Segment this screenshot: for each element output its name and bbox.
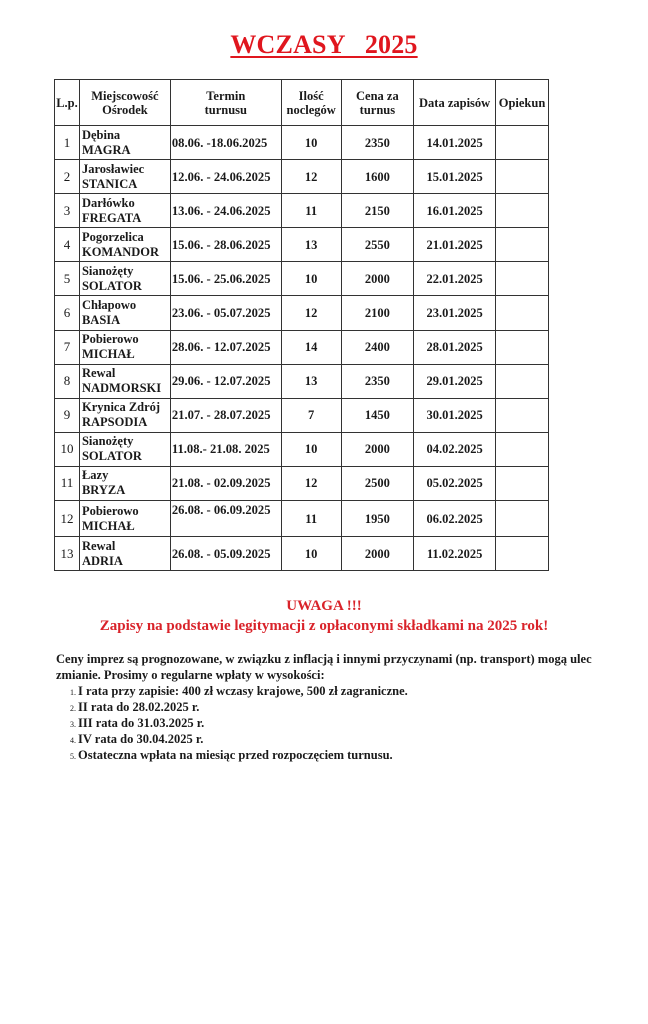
cell-guardian[interactable] bbox=[496, 501, 549, 537]
cell-signup-date: 21.01.2025 bbox=[414, 228, 496, 262]
cell-town: Dębina bbox=[81, 127, 121, 142]
header-price-line1: Cena za bbox=[356, 88, 399, 103]
cell-guardian[interactable] bbox=[496, 262, 549, 296]
cell-signup-date: 15.01.2025 bbox=[414, 160, 496, 194]
cell-signup-date: 29.01.2025 bbox=[414, 364, 496, 398]
cell-signup-date: 28.01.2025 bbox=[414, 330, 496, 364]
cell-lp: 5 bbox=[55, 262, 80, 296]
cell-signup-date: 11.02.2025 bbox=[414, 537, 496, 571]
cell-lp: 11 bbox=[55, 466, 80, 500]
cell-town: Łazy bbox=[81, 468, 109, 483]
cell-nights: 10 bbox=[281, 262, 341, 296]
header-place-line2: Ośrodek bbox=[102, 102, 148, 117]
cell-place bbox=[79, 126, 170, 160]
header-signup-label: Data zapisów bbox=[419, 95, 491, 110]
cell-town: Pobierowo bbox=[81, 503, 139, 518]
header-term bbox=[170, 80, 281, 126]
table-row bbox=[55, 364, 549, 398]
cell-resort: STANICA bbox=[81, 176, 138, 191]
cell-guardian[interactable] bbox=[496, 228, 549, 262]
cell-guardian[interactable] bbox=[496, 466, 549, 500]
cell-price: 2350 bbox=[341, 364, 414, 398]
table-row bbox=[55, 262, 549, 296]
cell-town: Krynica Zdrój bbox=[81, 400, 161, 415]
header-place-line1: Miejscowość bbox=[91, 88, 159, 103]
cell-term: 21.07. - 28.07.2025 bbox=[170, 398, 281, 432]
cell-guardian[interactable] bbox=[496, 364, 549, 398]
table-row bbox=[55, 398, 549, 432]
cell-lp: 1 bbox=[55, 126, 80, 160]
cell-guardian[interactable] bbox=[496, 296, 549, 330]
cell-lp: 2 bbox=[55, 160, 80, 194]
installment-item: 5. Ostateczna wpłata na miesiąc przed rozpoczęciem turnusu. bbox=[78, 747, 596, 763]
cell-signup-date: 04.02.2025 bbox=[414, 432, 496, 466]
cell-guardian[interactable] bbox=[496, 330, 549, 364]
cell-guardian[interactable] bbox=[496, 432, 549, 466]
cell-nights: 10 bbox=[281, 537, 341, 571]
cell-place bbox=[79, 501, 170, 537]
cell-lp: 9 bbox=[55, 398, 80, 432]
cell-town: Pogorzelica bbox=[81, 229, 144, 244]
cell-term: 26.08. - 05.09.2025 bbox=[170, 537, 281, 571]
cell-nights: 13 bbox=[281, 228, 341, 262]
page-title-text: WCZASY 2025 bbox=[230, 30, 418, 59]
cell-resort: BASIA bbox=[81, 313, 121, 328]
cell-town: Rewal bbox=[81, 538, 116, 553]
cell-nights: 7 bbox=[281, 398, 341, 432]
installment-item: 2. II rata do 28.02.2025 r. bbox=[78, 699, 596, 715]
cell-place bbox=[79, 194, 170, 228]
cell-price: 2000 bbox=[341, 537, 414, 571]
cell-signup-date: 05.02.2025 bbox=[414, 466, 496, 500]
installment-item: 3. III rata do 31.03.2025 r. bbox=[78, 715, 596, 731]
cell-resort: RAPSODIA bbox=[81, 415, 148, 430]
cell-nights: 12 bbox=[281, 296, 341, 330]
table-header-row bbox=[55, 80, 549, 126]
table-row bbox=[55, 501, 549, 537]
cell-price: 1600 bbox=[341, 160, 414, 194]
cell-term: 29.06. - 12.07.2025 bbox=[170, 364, 281, 398]
cell-lp: 3 bbox=[55, 194, 80, 228]
payment-notes bbox=[56, 652, 596, 763]
cell-term: 28.06. - 12.07.2025 bbox=[170, 330, 281, 364]
cell-price: 2400 bbox=[341, 330, 414, 364]
table-row bbox=[55, 228, 549, 262]
cell-term: 12.06. - 24.06.2025 bbox=[170, 160, 281, 194]
holiday-schedule-table bbox=[54, 79, 549, 571]
table-row bbox=[55, 194, 549, 228]
cell-term: 21.08. - 02.09.2025 bbox=[170, 466, 281, 500]
header-nights-line1: Ilość bbox=[298, 88, 324, 103]
cell-price: 2000 bbox=[341, 432, 414, 466]
cell-nights: 14 bbox=[281, 330, 341, 364]
cell-resort: KOMANDOR bbox=[81, 244, 160, 259]
cell-guardian[interactable] bbox=[496, 126, 549, 160]
cell-price: 2550 bbox=[341, 228, 414, 262]
cell-town: Jarosławiec bbox=[81, 161, 145, 176]
cell-nights: 12 bbox=[281, 160, 341, 194]
cell-signup-date: 16.01.2025 bbox=[414, 194, 496, 228]
cell-resort: SOLATOR bbox=[81, 449, 142, 464]
table-row bbox=[55, 126, 549, 160]
header-nights-line2: noclegów bbox=[286, 102, 336, 117]
table-row bbox=[55, 432, 549, 466]
cell-place bbox=[79, 262, 170, 296]
installment-item: 1. I rata przy zapisie: 400 zł wczasy krajowe, 500 zł zagraniczne. bbox=[78, 683, 596, 699]
cell-lp: 7 bbox=[55, 330, 80, 364]
cell-price: 1950 bbox=[341, 501, 414, 537]
cell-resort: SOLATOR bbox=[81, 278, 142, 293]
header-nights bbox=[281, 80, 341, 126]
cell-resort: ADRIA bbox=[81, 553, 123, 568]
header-term-line1: Termin bbox=[206, 88, 246, 103]
cell-term: 13.06. - 24.06.2025 bbox=[170, 194, 281, 228]
cell-nights: 13 bbox=[281, 364, 341, 398]
cell-town: Sianożęty bbox=[81, 263, 134, 278]
cell-place bbox=[79, 330, 170, 364]
cell-term: 11.08.- 21.08. 2025 bbox=[170, 432, 281, 466]
header-place bbox=[79, 80, 170, 126]
cell-nights: 11 bbox=[281, 194, 341, 228]
cell-signup-date: 22.01.2025 bbox=[414, 262, 496, 296]
cell-term: 26.08. - 06.09.2025 bbox=[170, 501, 281, 537]
header-lp-label: L.p. bbox=[56, 95, 78, 110]
cell-place bbox=[79, 160, 170, 194]
cell-price: 1450 bbox=[341, 398, 414, 432]
notice-heading: UWAGA !!! bbox=[286, 598, 362, 614]
cell-resort: MAGRA bbox=[81, 142, 131, 157]
header-term-line2: turnusu bbox=[204, 102, 247, 117]
cell-lp: 8 bbox=[55, 364, 80, 398]
cell-nights: 10 bbox=[281, 432, 341, 466]
cell-lp: 12 bbox=[55, 501, 80, 537]
header-guardian-label: Opiekun bbox=[498, 95, 546, 110]
header-price bbox=[341, 80, 414, 126]
cell-guardian[interactable] bbox=[496, 398, 549, 432]
table-row bbox=[55, 466, 549, 500]
cell-place bbox=[79, 364, 170, 398]
cell-nights: 12 bbox=[281, 466, 341, 500]
table-row bbox=[55, 537, 549, 571]
cell-resort: MICHAŁ bbox=[81, 518, 135, 533]
cell-term: 15.06. - 28.06.2025 bbox=[170, 228, 281, 262]
installment-item: 4. IV rata do 30.04.2025 r. bbox=[78, 731, 596, 747]
payment-installments-list bbox=[56, 683, 596, 763]
cell-resort: NADMORSKI bbox=[81, 381, 162, 396]
cell-term: 23.06. - 05.07.2025 bbox=[170, 296, 281, 330]
header-price-line2: turnus bbox=[359, 102, 396, 117]
notice-text: Zapisy na podstawie legitymacji z opłaconymi składkami na 2025 rok! bbox=[99, 618, 549, 634]
cell-lp: 10 bbox=[55, 432, 80, 466]
cell-resort: FREGATA bbox=[81, 210, 142, 225]
table-row bbox=[55, 160, 549, 194]
cell-price: 2150 bbox=[341, 194, 414, 228]
cell-guardian[interactable] bbox=[496, 537, 549, 571]
cell-place bbox=[79, 466, 170, 500]
cell-town: Sianożęty bbox=[81, 434, 134, 449]
cell-lp: 6 bbox=[55, 296, 80, 330]
notes-intro: Ceny imprez są prognozowane, w związku z inflacją i innymi przyczynami (np. transport) mogą ulec zmianie. Prosimy o regularne wpłaty w wysokości: bbox=[56, 652, 592, 682]
cell-place bbox=[79, 398, 170, 432]
table-row bbox=[55, 330, 549, 364]
cell-place bbox=[79, 228, 170, 262]
cell-nights: 10 bbox=[281, 126, 341, 160]
table-row bbox=[55, 296, 549, 330]
cell-town: Chłapowo bbox=[81, 298, 137, 313]
cell-resort: BRYZA bbox=[81, 483, 126, 498]
page-title bbox=[0, 30, 648, 60]
cell-place bbox=[79, 537, 170, 571]
cell-term: 15.06. - 25.06.2025 bbox=[170, 262, 281, 296]
header-guardian bbox=[496, 80, 549, 126]
cell-price: 2000 bbox=[341, 262, 414, 296]
header-lp bbox=[55, 80, 80, 126]
cell-price: 2350 bbox=[341, 126, 414, 160]
cell-term: 08.06. -18.06.2025 bbox=[170, 126, 281, 160]
cell-signup-date: 30.01.2025 bbox=[414, 398, 496, 432]
cell-town: Rewal bbox=[81, 366, 116, 381]
cell-signup-date: 23.01.2025 bbox=[414, 296, 496, 330]
cell-resort: MICHAŁ bbox=[81, 347, 135, 362]
cell-lp: 4 bbox=[55, 228, 80, 262]
cell-signup-date: 14.01.2025 bbox=[414, 126, 496, 160]
notice bbox=[0, 596, 648, 636]
header-signup-date bbox=[414, 80, 496, 126]
cell-price: 2100 bbox=[341, 296, 414, 330]
cell-nights: 11 bbox=[281, 501, 341, 537]
cell-place bbox=[79, 296, 170, 330]
cell-signup-date: 06.02.2025 bbox=[414, 501, 496, 537]
cell-town: Pobierowo bbox=[81, 332, 139, 347]
cell-town: Darłówko bbox=[81, 195, 135, 210]
cell-price: 2500 bbox=[341, 466, 414, 500]
cell-place bbox=[79, 432, 170, 466]
cell-guardian[interactable] bbox=[496, 194, 549, 228]
cell-lp: 13 bbox=[55, 537, 80, 571]
cell-guardian[interactable] bbox=[496, 160, 549, 194]
